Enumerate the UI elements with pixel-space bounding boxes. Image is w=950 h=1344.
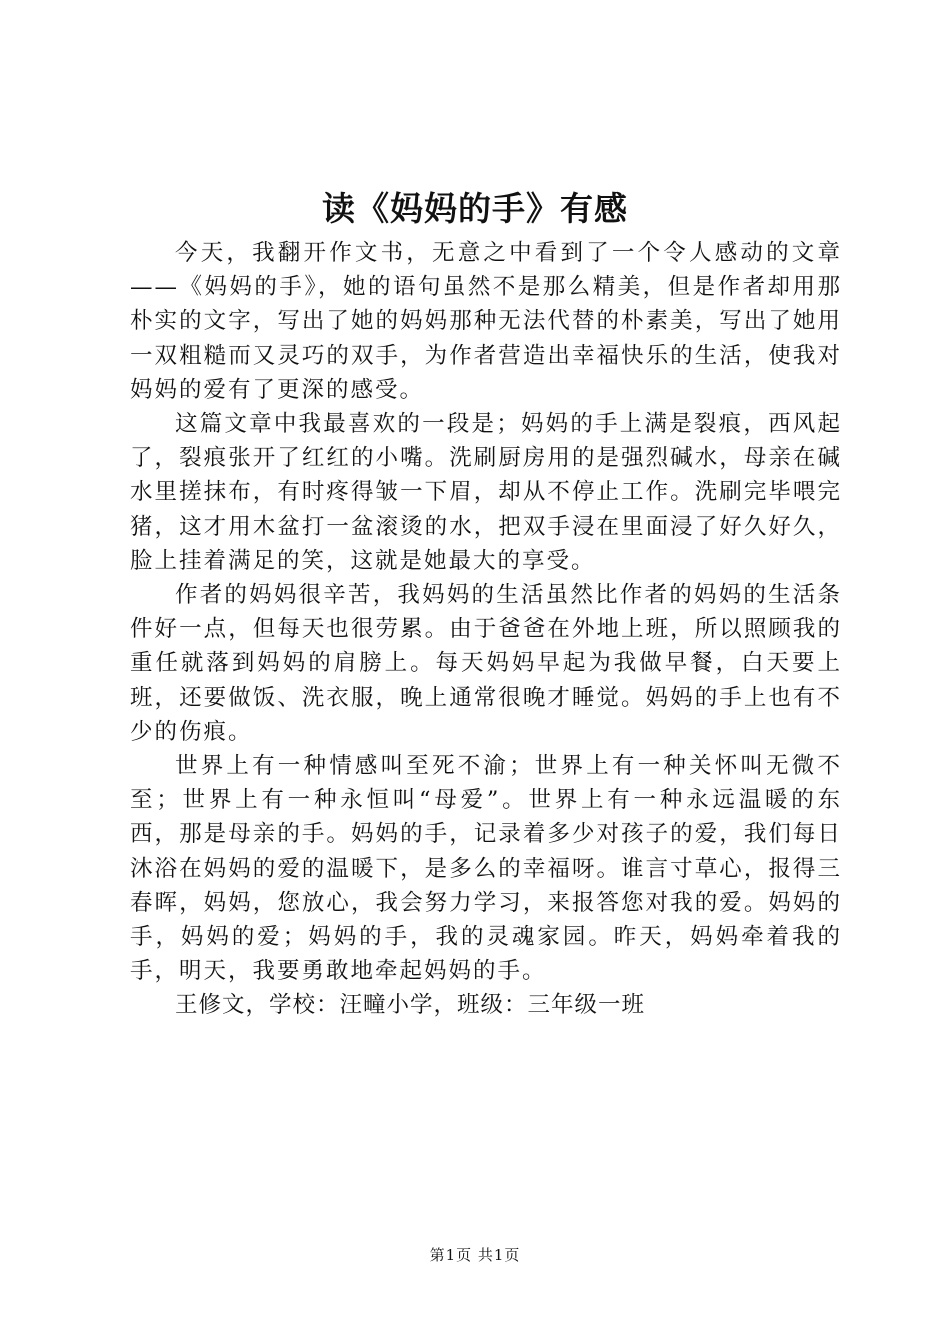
author-line: 王修文，学校：汪疃小学，班级：三年级一班 bbox=[175, 992, 646, 1019]
document-body bbox=[130, 236, 842, 1023]
paragraph-1: 今天，我翻开作文书，无意之中看到了一个令人感动的文章——《妈妈的手》，她的语句虽然不是那么精美，但是作者却用那朴实的文字，写出了她的妈妈那种无法代替的朴素美，写出了她用一双粗糙而又灵巧的双手，为作者营造出幸福快乐的生活，使我对妈妈的爱有了更深的感受。 bbox=[130, 240, 842, 403]
paragraph-2: 这篇文章中我最喜欢的一段是；妈妈的手上满是裂痕，西风起了，裂痕张开了红红的小嘴。洗刷厨房用的是强烈碱水，母亲在碱水里搓抹布，有时疼得皱一下眉，却从不停止工作。洗刷完毕喂完猪，这才用木盆打一盆滚烫的水，把双手浸在里面浸了好久好久，脸上挂着满足的笑，这就是她最大的享受。 bbox=[130, 411, 842, 574]
paragraph-4: 世界上有一种情感叫至死不渝；世界上有一种关怀叫无微不至；世界上有一种永恒叫“母爱”。世界上有一种永远温暖的东西，那是母亲的手。妈妈的手，记录着多少对孩子的爱，我们每日沐浴在妈妈的爱的温暖下，是多么的幸福呀。谁言寸草心，报得三春晖，妈妈，您放心，我会努力学习，来报答您对我的爱。妈妈的手，妈妈的爱；妈妈的手，我的灵魂家园。昨天，妈妈牵着我的手，明天，我要勇敢地牵起妈妈的手。 bbox=[130, 753, 842, 985]
document-title: 读《妈妈的手》有感 bbox=[322, 189, 628, 228]
page-footer: 第1页 共1页 bbox=[429, 1246, 521, 1264]
paragraph-3: 作者的妈妈很辛苦，我妈妈的生活虽然比作者的妈妈的生活条件好一点，但每天也很劳累。由于爸爸在外地上班，所以照顾我的重任就落到妈妈的肩膀上。每天妈妈早起为我做早餐，白天要上班，还要做饭、洗衣服，晚上通常很晚才睡觉。妈妈的手上也有不少的伤痕。 bbox=[130, 582, 842, 745]
